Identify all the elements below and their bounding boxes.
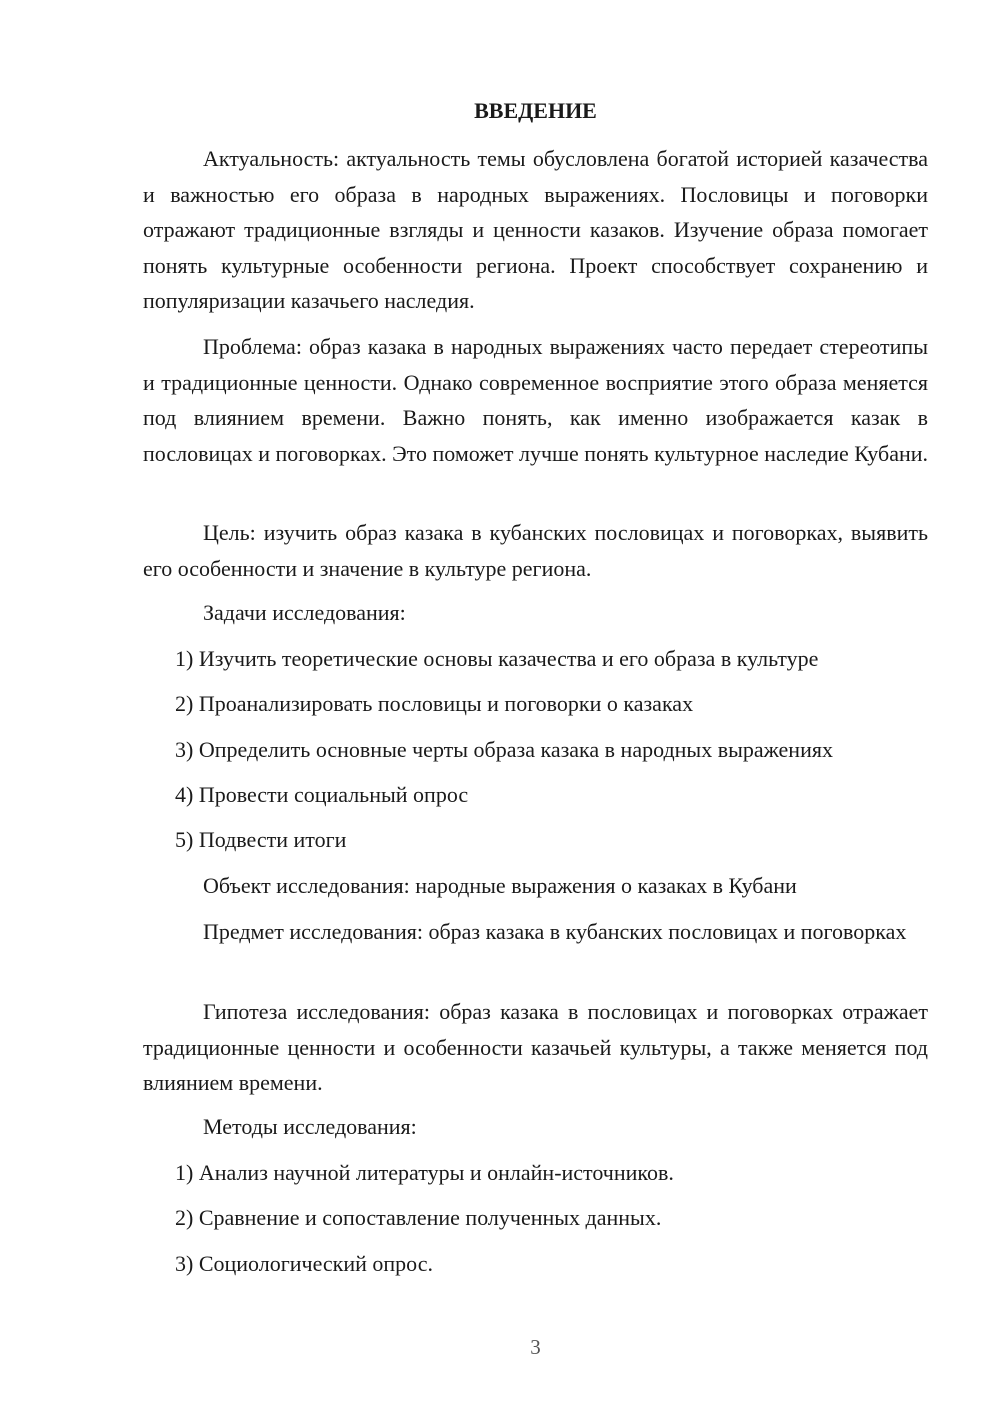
- tasks-heading: Задачи исследования:: [203, 600, 406, 625]
- research-hypothesis: Гипотеза исследования: образ казака в пословицах и поговорках отражает традиционные ценности и особенности казачьей культуры, а также меняется под влиянием времени.: [143, 999, 928, 1095]
- research-object: Объект исследования: народные выражения о казаках в Кубани: [203, 873, 797, 898]
- task-item: 5) Подвести итоги: [175, 827, 347, 852]
- relevance-paragraph: Актуальность: актуальность темы обусловлена богатой историей казачества и важностью его образа в народных выражениях. Пословицы и поговорки отражают традиционные взгляды и ценности казаков. Изучение образа помогает понять культурные особенности региона. Проект способствует сохранению и популяризации казачьего наследия.: [143, 146, 928, 313]
- method-item: 1) Анализ научной литературы и онлайн-источников.: [175, 1160, 674, 1185]
- task-item: 1) Изучить теоретические основы казачества и его образа в культуре: [175, 646, 819, 671]
- methods-heading: Методы исследования:: [203, 1114, 417, 1139]
- page-number: 3: [530, 1335, 541, 1359]
- method-item: 2) Сравнение и сопоставление полученных данных.: [175, 1205, 662, 1230]
- task-item: 4) Провести социальный опрос: [175, 782, 469, 807]
- goal-paragraph: Цель: изучить образ казака в кубанских пословицах и поговорках, выявить его особенности и значение в культуре региона.: [143, 520, 928, 581]
- section-title: ВВЕДЕНИЕ: [474, 98, 597, 123]
- task-item: 2) Проанализировать пословицы и поговорки о казаках: [175, 691, 694, 716]
- research-subject: Предмет исследования: образ казака в кубанских пословицах и поговорках: [203, 919, 907, 944]
- document-page: [143, 0, 928, 1414]
- task-item: 3) Определить основные черты образа казака в народных выражениях: [175, 737, 833, 762]
- method-item: 3) Социологический опрос.: [175, 1251, 433, 1276]
- problem-paragraph: Проблема: образ казака в народных выражениях часто передает стереотипы и традиционные ценности. Однако современное восприятие этого образа меняется под влиянием времени. Важно понять, как именно изображается казак в пословицах и поговорках. Это поможет лучше понять культурное наследие Кубани.: [143, 334, 929, 466]
